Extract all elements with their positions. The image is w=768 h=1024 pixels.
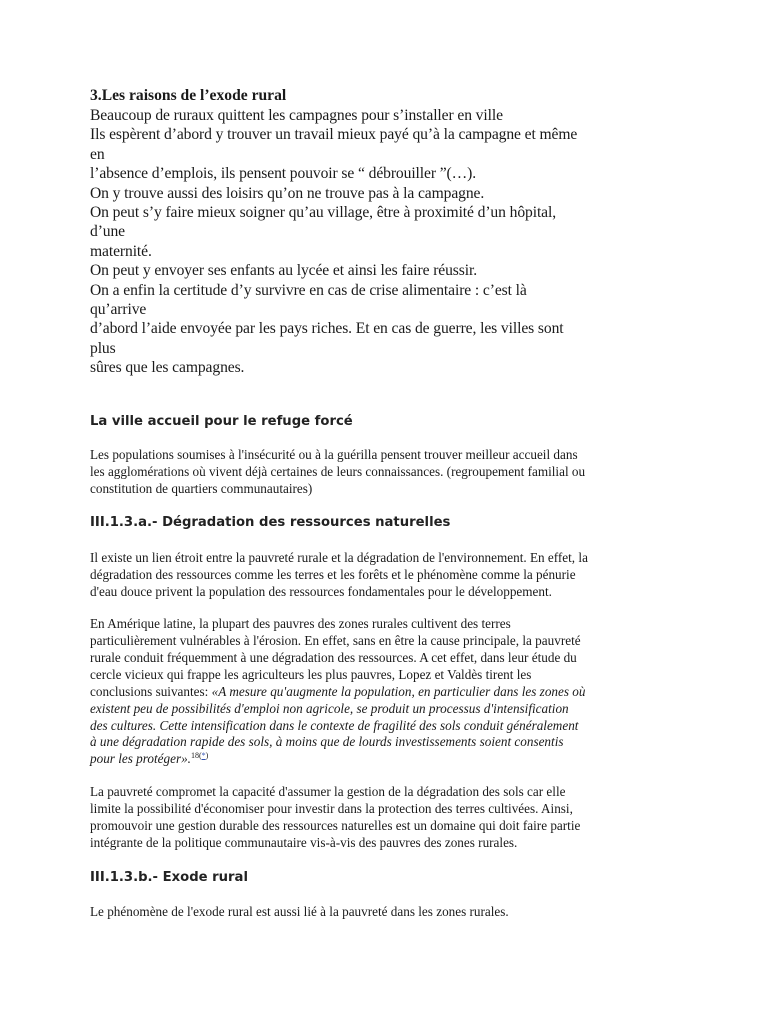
text-line: maternité. (90, 242, 152, 260)
quote-text: «A mesure qu'augmente la population, en particulier dans les zones où (211, 683, 586, 699)
quote-line: existent peu de possibilités d'emploi non agricole, se produit un processus d'intensification (90, 700, 569, 716)
paragraph-degradation-1 (90, 550, 690, 601)
text-line: qu’arrive (90, 301, 147, 319)
text-line: Ils espèrent d’abord y trouver un travail mieux payé qu’à la campagne et même (90, 126, 578, 144)
paragraph-degradation-3 (90, 784, 690, 852)
text-line: On peut y envoyer ses enfants au lycée et ainsi les faire réussir. (90, 262, 478, 280)
text-line: particulièrement vulnérables à l'érosion. En effet, sans en être la cause principale, la pauvreté (90, 633, 581, 649)
text-line: l’absence d’emplois, ils pensent pouvoir se “ débrouiller ”(…). (90, 165, 477, 183)
text-line: On y trouve aussi des loisirs qu’on ne trouve pas à la campagne. (90, 184, 485, 202)
footnote-link[interactable]: * (201, 751, 206, 761)
quote-line: des cultures. Cette intensification dans le contexte de fragilité des sols conduit généralement (90, 717, 579, 733)
text-line: plus (90, 339, 116, 357)
quote-lead: conclusions suivantes: (90, 683, 212, 699)
text-line: promouvoir une gestion durable des ressources naturelles est un domaine qui doit faire partie (90, 818, 581, 834)
text-line: En Amérique latine, la plupart des pauvres des zones rurales cultivent des terres (90, 616, 511, 632)
text-line: cercle vicieux qui frappe les agriculteurs les plus pauvres, Lopez et Valdès tirent les (90, 666, 532, 682)
text-line: La pauvreté compromet la capacité d'assumer la gestion de la dégradation des sols car elle (90, 784, 566, 800)
footnote-number: 18 (190, 751, 199, 761)
heading-refuge: La ville accueil pour le refuge forcé (90, 413, 353, 429)
text-line: intégrante de la politique communautaire vis-à-vis des pauvres des zones rurales. (90, 835, 518, 850)
paragraph-refuge (90, 447, 690, 498)
text-line: On peut s’y faire mieux soigner qu’au village, être à proximité d’un hôpital, (90, 204, 557, 222)
text-line: Il existe un lien étroit entre la pauvreté rurale et la dégradation de l'environnement. En effet, la (90, 550, 588, 566)
text-line: sûres que les campagnes. (90, 359, 245, 377)
section-raisons (90, 86, 690, 378)
text-line: en (90, 145, 105, 163)
heading-exode: III.1.3.b.- Exode rural (90, 869, 248, 885)
heading-degradation: III.1.3.a.- Dégradation des ressources naturelles (90, 515, 451, 531)
text-line: d'eau douce privent la population des ressources fondamentales pour le développement. (90, 584, 552, 600)
text-line: d’abord l’aide envoyée par les pays riches. Et en cas de guerre, les villes sont (90, 320, 564, 338)
section-title: 3.Les raisons de l’exode rural (90, 87, 287, 104)
text-line: On a enfin la certitude d’y survivre en cas de crise alimentaire : c’est là (90, 281, 527, 299)
paragraph-degradation-2 (90, 616, 690, 768)
quote-end: pour les protéger». (90, 751, 191, 767)
footnote-marker: 18(*) (190, 751, 209, 761)
paragraph-exode (90, 904, 690, 921)
text-line: constitution de quartiers communautaires) (90, 480, 313, 496)
text-line: les agglomérations où vivent déjà certaines de leurs connaissances. (regroupement familial ou (90, 463, 586, 479)
text-line: limite la possibilité d'économiser pour investir dans la protection des terres cultivées. Ainsi, (90, 801, 573, 817)
text-line: d’une (90, 223, 126, 241)
text-line: dégradation des ressources comme les terres et les forêts et le phénomène comme la pénurie (90, 567, 576, 583)
text-line: Le phénomène de l'exode rural est aussi lié à la pauvreté dans les zones rurales. (90, 903, 509, 919)
quote-line: à une dégradation rapide des sols, à moins que de lourds investissements soient consentis (90, 734, 564, 750)
text-line (90, 684, 690, 701)
text-line: Les populations soumises à l'insécurité ou à la guérilla pensent trouver meilleur accueil dans (90, 446, 578, 462)
text-line (90, 751, 690, 768)
document-page (90, 86, 690, 921)
text-line: Beaucoup de ruraux quittent les campagnes pour s’installer en ville (90, 107, 503, 124)
text-line: rurale conduit fréquemment à une dégradation des ressources. A cet effet, dans leur étude du (90, 649, 577, 665)
